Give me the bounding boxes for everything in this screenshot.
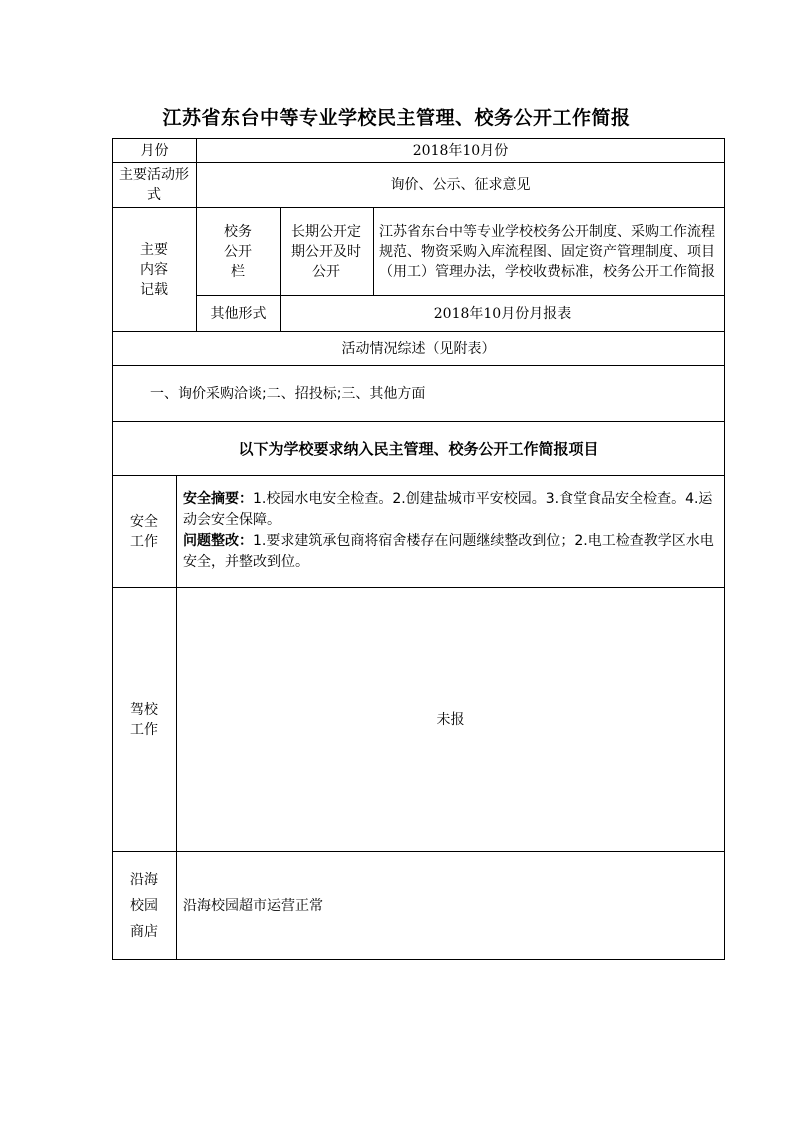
safety-summary-text: 1.校园水电安全检查。2.创建盐城市平安校园。3.食堂食品安全检查。4.运动会安全保障。: [183, 491, 713, 528]
safety-summary: [183, 489, 719, 531]
safety-content: [183, 489, 719, 573]
activity-form-value: 询价、公示、征求意见: [390, 177, 531, 193]
safety-rectify-text: 1.要求建筑承包商将宿舍楼存在问题继续整改到位；2.电工检查教学区水电安全，并整改到位。: [183, 533, 714, 570]
summary-header: 活动情况综述（见附表）: [341, 340, 496, 357]
content-label: 主要内容记载: [140, 241, 168, 298]
safety-label: 安全工作: [130, 513, 158, 550]
safety-summary-label: 安全摘要：: [183, 491, 253, 507]
summary-text: 一、询价采购洽谈;二、招投标;三、其他方面: [150, 385, 426, 402]
driving-label: 驾校工作: [130, 701, 158, 738]
publish-types: 长期公开定期公开及时公开: [291, 223, 361, 280]
page-title: 江苏省东台中等专业学校民主管理、校务公开工作简报: [162, 107, 631, 129]
month-label: 月份: [140, 142, 169, 159]
section-header: 以下为学校要求纳入民主管理、校务公开工作简报项目: [238, 439, 599, 458]
board-label: 校务公开栏: [224, 223, 252, 280]
activity-form-label: 主要活动形式: [119, 167, 189, 203]
safety-rectify-label: 问题整改：: [183, 533, 253, 549]
shop-value: 沿海校园超市运营正常: [183, 897, 323, 914]
shop-label: 沿海校园商店: [130, 871, 158, 940]
other-form-label: 其他形式: [210, 305, 267, 322]
month-value: 2018年10月份: [412, 142, 509, 159]
driving-value: 未报: [436, 711, 465, 728]
other-form-value: 2018年10月份月报表: [433, 305, 572, 322]
board-value: 江苏省东台中等专业学校校务公开制度、采购工作流程规范、物资采购入库流程图、固定资产管理制度、项目（用工）管理办法，学校收费标准，校务公开工作简报: [379, 223, 715, 280]
safety-rectify: [183, 531, 719, 573]
